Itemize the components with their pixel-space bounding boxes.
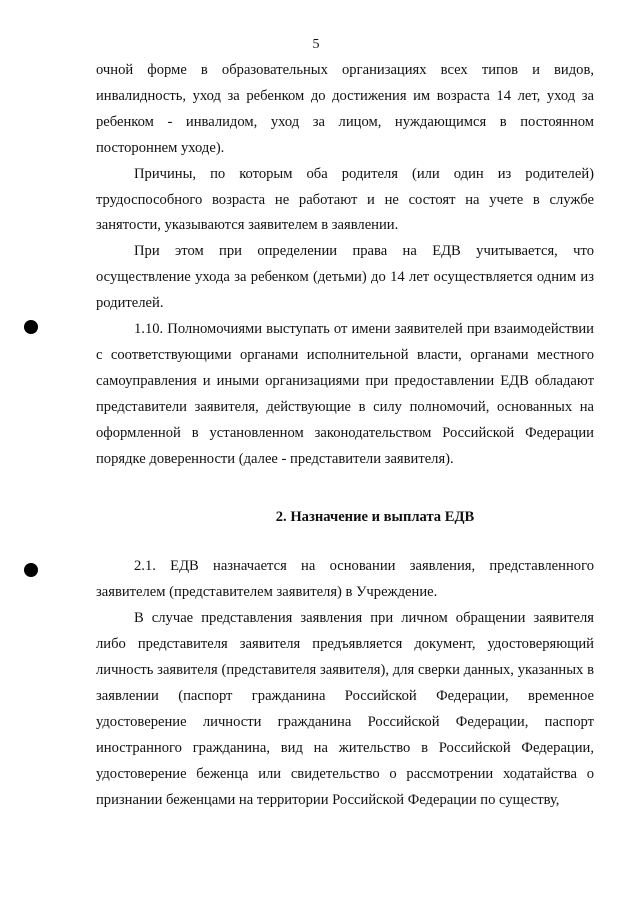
paragraph-identity-documents: В случае представления заявления при личном обращении заявителя либо представителя заявителя предъявляется документ, удостоверяющий личность заявителя (представителя заявителя), для сверки данных, указанных в заявлении (паспорт гражданина Российской Федерации, временное удостоверение личности гражданина Российской Федерации, паспорт иностранного гражданина, вид на жительство в Российской Федерации, удостоверение беженца или свидетельство о рассмотрении ходатайства о признании беженцами на территории Российской Федерации по существу, xyxy=(96,610,594,808)
paragraph-continuation: очной форме в образовательных организациях всех типов и видов, инвалидность, уход за ребенком до достижения им возраста 14 лет, уход за ребенком - инвалидом, уход за лицом, нуждающимся в постоянном постороннем уходе). xyxy=(96,62,594,156)
punch-hole-top xyxy=(24,320,38,334)
paragraph-determination: При этом при определении права на ЕДВ учитывается, что осуществление ухода за ребенком (детьми) до 14 лет осуществляется одним из родителей. xyxy=(96,243,594,312)
paragraph-2-1: 2.1. ЕДВ назначается на основании заявления, представленного заявителем (представителем заявителя) в Учреждение. xyxy=(96,558,594,601)
paragraph-1-10: 1.10. Полномочиями выступать от имени заявителей при взаимодействии с соответствующими органами исполнительной власти, органами местного самоуправления и иными организациями при предоставлении ЕДВ обладают представители заявителя, действующие в силу полномочий, основанных на оформленной в установленном законодательством Российской Федерации порядке доверенности (далее - представители заявителя). xyxy=(96,321,594,467)
paragraph-reasons: Причины, по которым оба родителя (или один из родителей) трудоспособного возраста не работают и не состоят на учете в службе занятости, указываются заявителем в заявлении. xyxy=(96,165,594,234)
punch-hole-bottom xyxy=(24,563,38,577)
section-heading: 2. Назначение и выплата ЕДВ xyxy=(275,508,475,525)
page-number: 5 xyxy=(312,37,320,52)
document-body xyxy=(96,58,594,813)
